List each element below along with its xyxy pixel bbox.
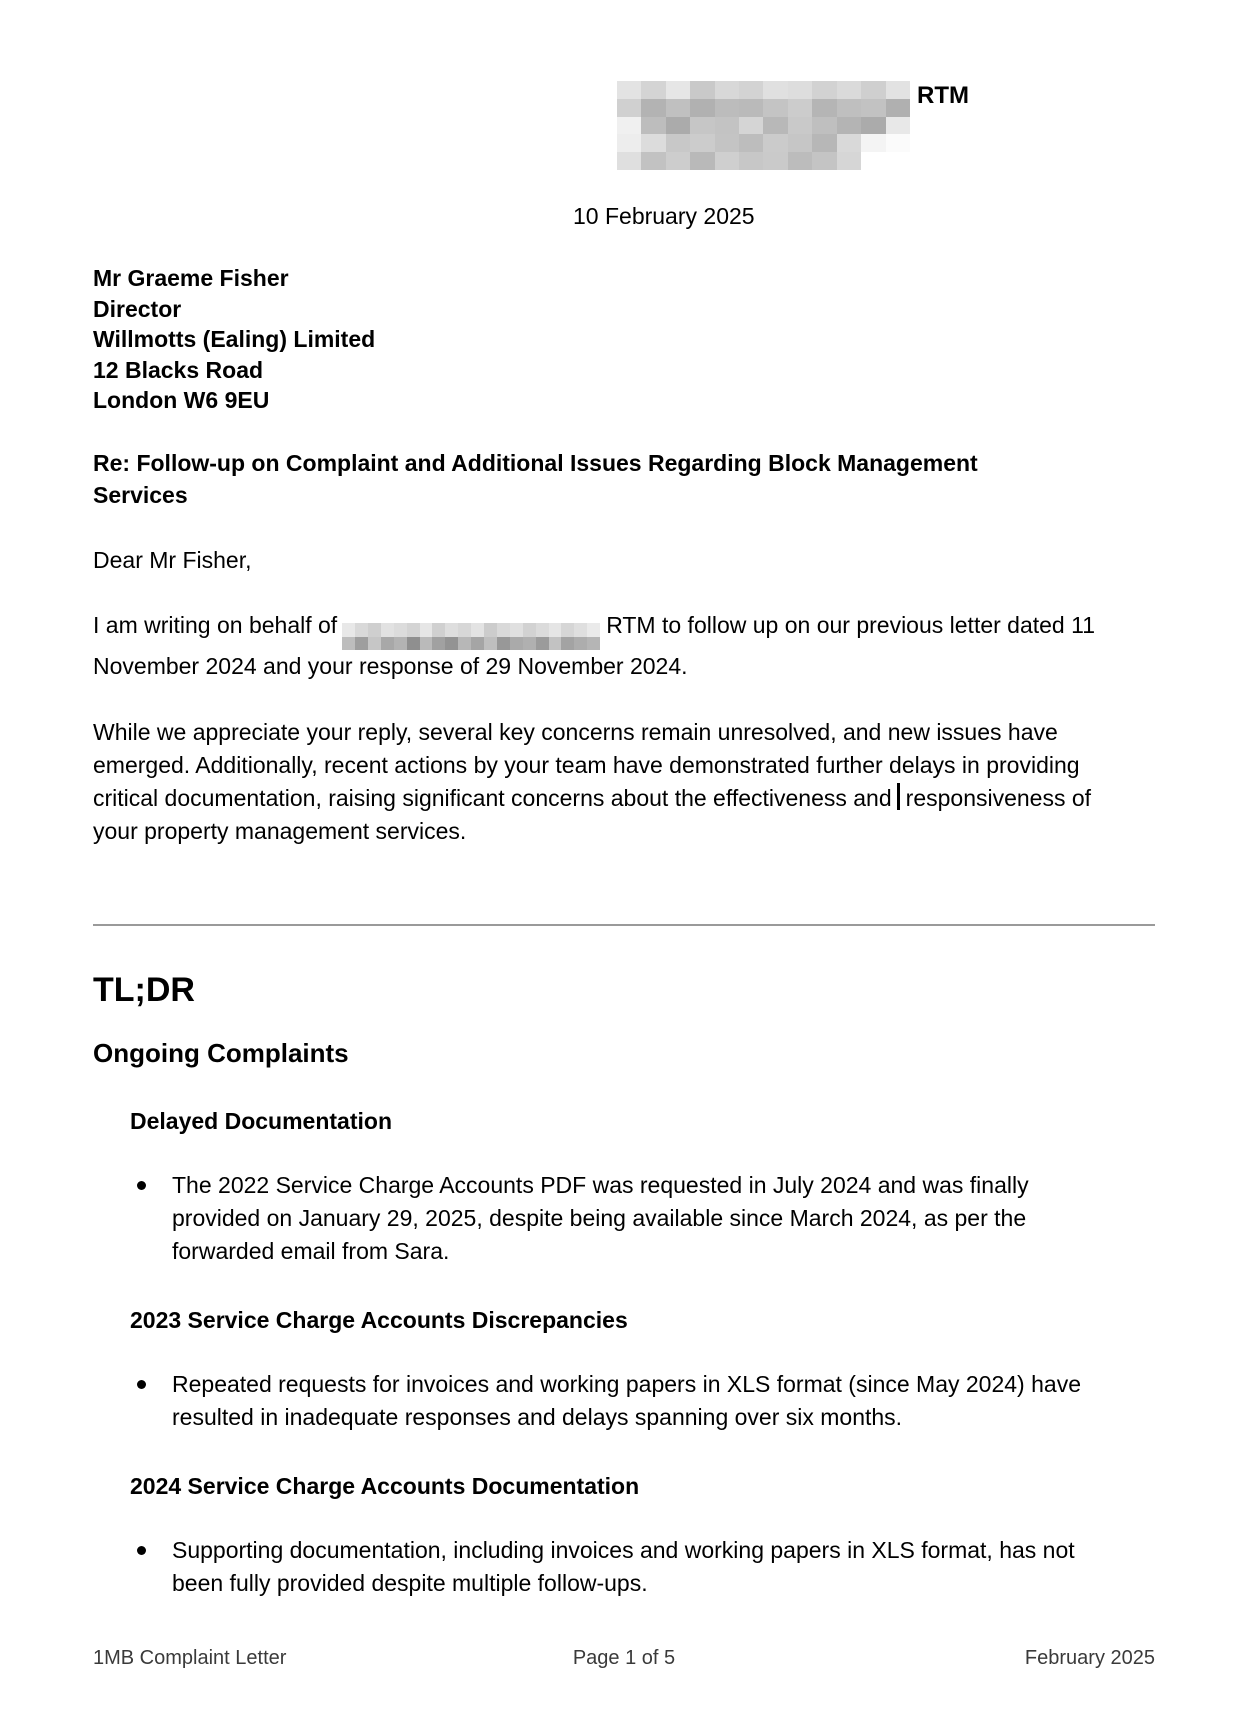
org-suffix-label: RTM — [917, 82, 969, 109]
tldr-heading: TL;DR — [93, 971, 195, 1009]
recipient-address-block — [93, 263, 1155, 416]
accounts-2024-heading: 2024 Service Charge Accounts Documentation — [130, 1473, 640, 1499]
list-item — [93, 1169, 1155, 1268]
paragraph-concerns-text-before-cursor: While we appreciate your reply, several key concerns remain unresolved, and new issues have emerged. Additionally, recent actions by your team have demonstrated further delays in providing critical documentation, raising significant concerns about the effectiveness and — [93, 719, 1080, 811]
accounts-2024-bullet: Supporting documentation, including invoices and working papers in XLS format, has not been fully provided despite multiple follow-ups. — [172, 1537, 1075, 1596]
delayed-documentation-heading: Delayed Documentation — [130, 1108, 392, 1134]
bullet-dot — [137, 1380, 146, 1389]
paragraph-concerns-text-after-cursor: responsiveness of your property management services. — [93, 785, 1092, 844]
recipient-title: Director — [93, 295, 182, 322]
bullet-dot — [137, 1181, 146, 1190]
accounts-2023-heading: 2023 Service Charge Accounts Discrepancies — [130, 1307, 628, 1333]
redacted-org-name — [342, 623, 600, 650]
footer-document-title: 1MB Complaint Letter — [93, 1647, 287, 1669]
letter-content — [0, 81, 1248, 1600]
ongoing-complaints-heading: Ongoing Complaints — [93, 1038, 349, 1068]
recipient-street: 12 Blacks Road — [93, 356, 264, 383]
recipient-company: Willmotts (Ealing) Limited — [93, 326, 376, 352]
section-divider — [93, 924, 1155, 926]
paragraph-intro-text-after: RTM to follow up on our previous letter dated 11 November 2024 and your response of 29 November 2024. — [93, 611, 1095, 679]
footer-page-number: Page 1 of 5 — [572, 1647, 676, 1669]
paragraph-intro-text-before: I am writing on behalf of — [93, 611, 338, 638]
footer-date: February 2025 — [1024, 1647, 1155, 1669]
letter-date: 10 February 2025 — [573, 203, 755, 229]
subject-line: Re: Follow-up on Complaint and Additional Issues Regarding Block Management Services — [93, 449, 978, 508]
text-cursor — [897, 783, 900, 810]
salutation: Dear Mr Fisher, — [93, 546, 252, 573]
list-item — [93, 1368, 1155, 1434]
page-footer — [93, 1645, 1155, 1671]
letterhead — [93, 81, 1155, 170]
recipient-city-postcode: London W6 9EU — [93, 387, 270, 413]
bullet-dot — [137, 1546, 146, 1555]
paragraph-intro — [93, 609, 1138, 684]
redacted-logo-image — [617, 81, 910, 170]
paragraph-concerns[interactable] — [93, 716, 1138, 848]
accounts-2023-bullet: Repeated requests for invoices and working papers in XLS format (since May 2024) have resulted in inadequate responses and delays spanning over six months. — [172, 1371, 1081, 1430]
delayed-documentation-bullet: The 2022 Service Charge Accounts PDF was requested in July 2024 and was finally provided on January 29, 2025, despite being available since March 2024, as per the forwarded email from Sara. — [172, 1172, 1029, 1264]
recipient-name: Mr Graeme Fisher — [93, 265, 289, 291]
list-item — [93, 1534, 1155, 1600]
